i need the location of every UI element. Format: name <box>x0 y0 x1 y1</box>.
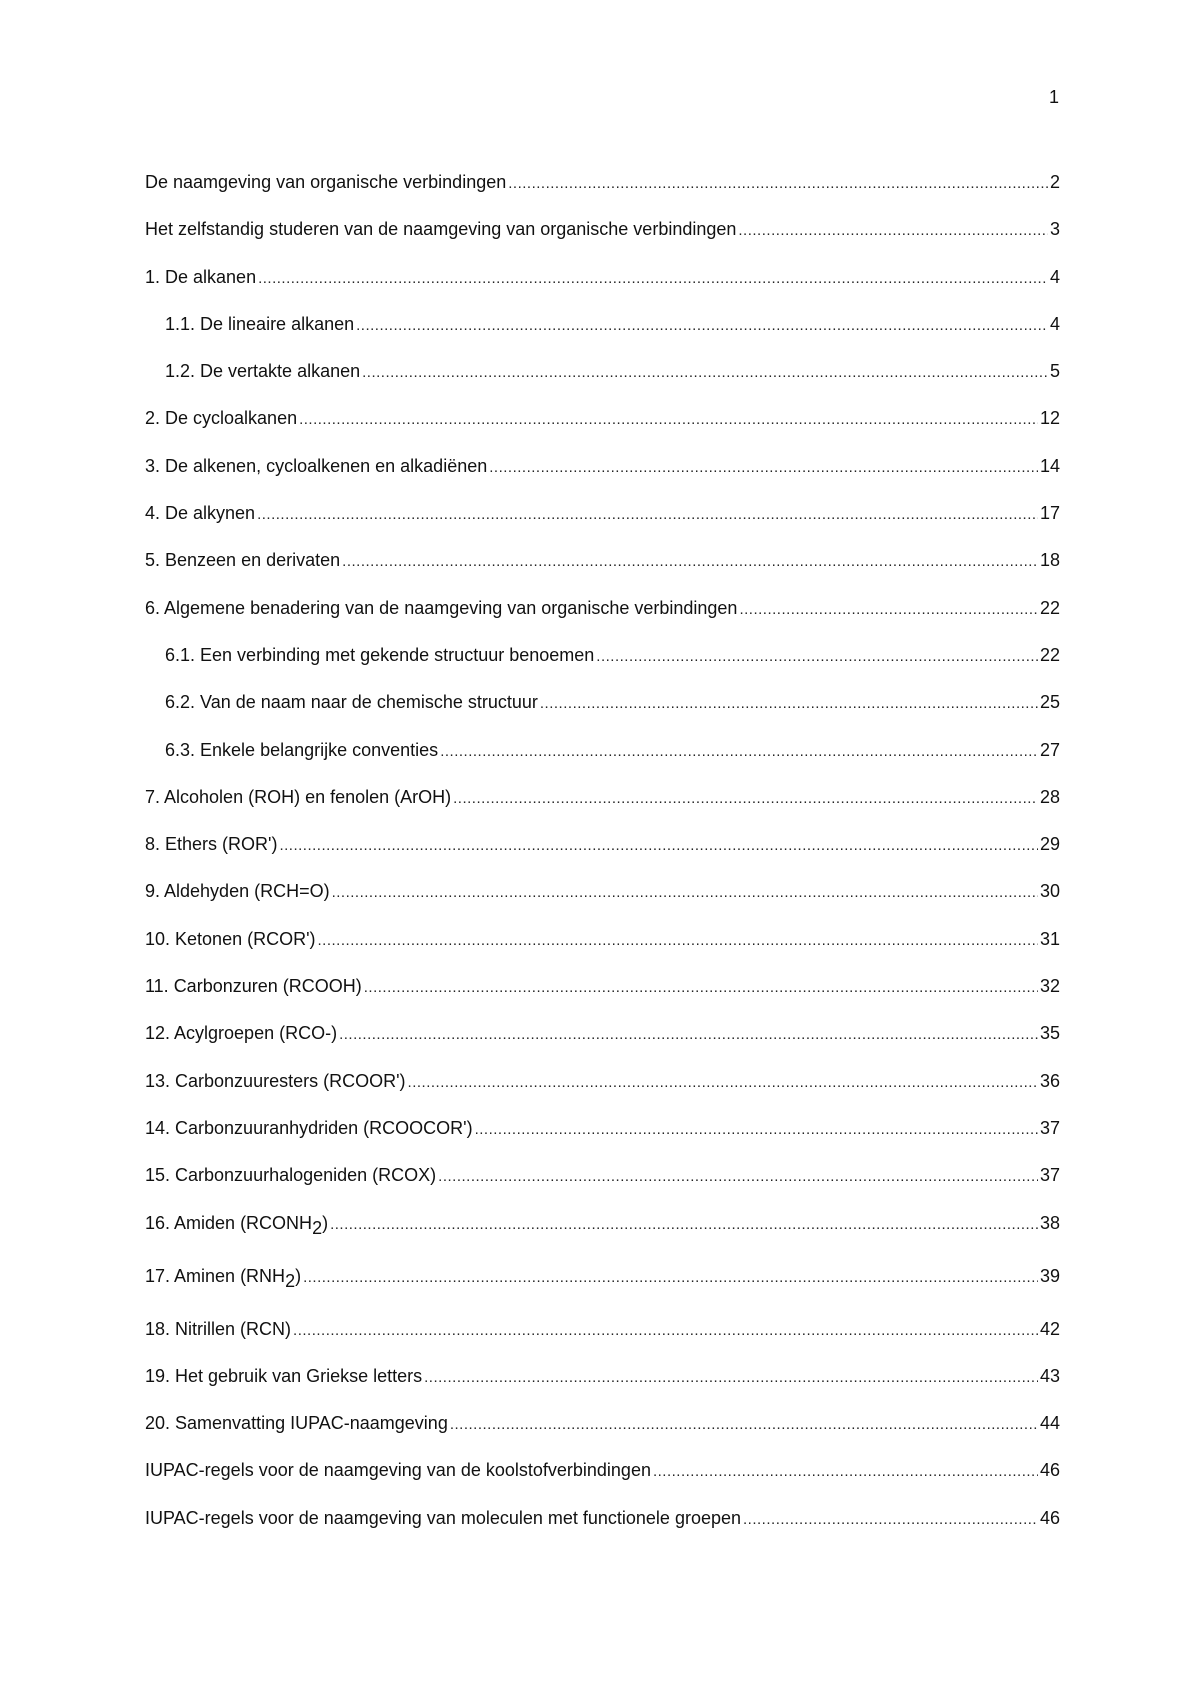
toc-entry-title <box>165 644 594 666</box>
toc-entry[interactable] <box>145 360 1060 407</box>
toc-dot-leader <box>293 1320 1038 1342</box>
toc-dot-leader <box>339 1024 1038 1046</box>
toc-entry-page: 18 <box>1039 550 1060 571</box>
toc-entry-title <box>145 1459 651 1481</box>
toc-entry-title <box>145 1117 473 1139</box>
toc-entry[interactable] <box>145 1507 1060 1554</box>
toc-entry-title-text: 3. De alkenen, cycloalkenen en alkadiënen <box>145 455 488 476</box>
toc-entry-title-text: 14. Carbonzuuranhydriden (RCOOCOR') <box>145 1117 473 1138</box>
toc-entry[interactable] <box>145 1459 1060 1506</box>
toc-entry-title <box>145 1022 337 1044</box>
toc-entry-title-text: Het zelfstandig studeren van de naamgeving van organische verbindingen <box>145 219 737 240</box>
toc-entry-title <box>145 502 255 524</box>
toc-entry-title <box>165 313 354 335</box>
toc-entry-page: 25 <box>1039 692 1060 713</box>
toc-dot-leader <box>257 504 1038 526</box>
toc-entry[interactable] <box>145 1164 1060 1211</box>
toc-entry-page: 37 <box>1039 1117 1060 1138</box>
toc-entry[interactable] <box>145 313 1060 360</box>
toc-entry-page: 46 <box>1039 1507 1060 1528</box>
toc-entry-title-text: 6.1. Een verbinding met gekende structuur benoemen <box>165 644 595 665</box>
toc-entry-page: 17 <box>1039 503 1060 524</box>
toc-entry-title-text: 6.2. Van de naam naar de chemische structuur <box>165 692 538 713</box>
toc-dot-leader <box>450 1414 1038 1436</box>
toc-entry-page: 36 <box>1039 1070 1060 1091</box>
toc-entry-title-text: 7. Alcoholen (ROH) en fenolen (ArOH) <box>145 786 452 807</box>
toc-entry[interactable] <box>145 880 1060 927</box>
toc-entry-page: 4 <box>1049 313 1060 334</box>
toc-entry-title <box>145 407 297 429</box>
toc-dot-leader <box>330 1214 1038 1236</box>
toc-dot-leader <box>440 741 1038 763</box>
toc-entry-title <box>145 880 330 902</box>
toc-entry[interactable] <box>145 644 1060 691</box>
toc-entry[interactable] <box>145 597 1060 644</box>
toc-dot-leader <box>540 693 1038 715</box>
toc-entry-title-text: 1.2. De vertakte alkanen <box>165 361 361 382</box>
toc-entry-title-text: 11. Carbonzuren (RCOOH) <box>145 976 362 997</box>
toc-entry[interactable] <box>145 1212 1060 1265</box>
toc-entry-title <box>145 1212 329 1238</box>
toc-entry-title <box>145 266 256 288</box>
toc-entry-title <box>165 739 438 761</box>
toc-entry-page: 4 <box>1049 266 1060 287</box>
toc-entry-title <box>145 1070 406 1092</box>
toc-entry-page: 22 <box>1039 597 1060 618</box>
toc-dot-leader <box>408 1072 1038 1094</box>
toc-entry-title-tail: ) <box>295 1265 302 1286</box>
toc-entry-title <box>145 1265 302 1291</box>
toc-entry-title-subscript: 2 <box>285 1270 296 1291</box>
toc-entry-page: 29 <box>1039 834 1060 855</box>
toc-entry-title-text: 1. De alkanen <box>145 266 257 287</box>
toc-entry-title <box>145 171 506 193</box>
toc-entry-title <box>145 1507 741 1529</box>
toc-entry-page: 39 <box>1039 1265 1060 1286</box>
toc-entry-title-text: 9. Aldehyden (RCH=O) <box>145 881 330 902</box>
toc-entry-title-text: 4. De alkynen <box>145 503 256 524</box>
toc-entry[interactable] <box>145 549 1060 596</box>
toc-entry-title <box>145 597 737 619</box>
toc-entry[interactable] <box>145 928 1060 975</box>
toc-entry[interactable] <box>145 1365 1060 1412</box>
toc-entry-page: 14 <box>1039 455 1060 476</box>
toc-entry-page: 43 <box>1039 1365 1060 1386</box>
toc-entry[interactable] <box>145 1265 1060 1318</box>
toc-dot-leader <box>453 788 1038 810</box>
toc-dot-leader <box>279 835 1038 857</box>
toc-entry-page: 12 <box>1039 408 1060 429</box>
toc-entry-title <box>145 833 277 855</box>
toc-entry-page: 28 <box>1039 786 1060 807</box>
toc-entry-title-text: 8. Ethers (ROR') <box>145 834 278 855</box>
toc-entry[interactable] <box>145 1318 1060 1365</box>
toc-entry-title <box>145 1412 448 1434</box>
toc-entry-page: 32 <box>1039 976 1060 997</box>
toc-entry-title-text: 2. De cycloalkanen <box>145 408 298 429</box>
toc-dot-leader <box>738 220 1048 242</box>
toc-dot-leader <box>258 268 1048 290</box>
toc-entry-page: 35 <box>1039 1023 1060 1044</box>
toc-entry-page: 5 <box>1049 361 1060 382</box>
toc-entry-page: 37 <box>1039 1165 1060 1186</box>
toc-dot-leader <box>653 1461 1038 1483</box>
toc-entry-title-text: 20. Samenvatting IUPAC-naamgeving <box>145 1413 448 1434</box>
toc-entry[interactable] <box>145 1022 1060 1069</box>
toc-entry-page: 42 <box>1039 1318 1060 1339</box>
toc-dot-leader <box>438 1166 1038 1188</box>
toc-dot-leader <box>489 457 1038 479</box>
toc-dot-leader <box>303 1267 1038 1289</box>
toc-dot-leader <box>364 977 1038 999</box>
toc-entry-title <box>145 455 487 477</box>
toc-entry[interactable] <box>145 1117 1060 1164</box>
toc-entry-page: 22 <box>1039 644 1060 665</box>
toc-entry[interactable] <box>145 786 1060 833</box>
toc-entry-title <box>145 549 340 571</box>
toc-entry[interactable] <box>145 218 1060 265</box>
toc-entry-title-text: 19. Het gebruik van Griekse letters <box>145 1365 423 1386</box>
toc-entry-title <box>145 786 451 808</box>
toc-entry-title <box>145 218 736 240</box>
toc-dot-leader <box>508 173 1048 195</box>
toc-entry-page: 46 <box>1039 1460 1060 1481</box>
toc-entry-title <box>145 1318 291 1340</box>
toc-entry-title-text: 12. Acylgroepen (RCO-) <box>145 1023 338 1044</box>
toc-entry[interactable] <box>145 1070 1060 1117</box>
toc-entry-page: 44 <box>1039 1413 1060 1434</box>
toc-entry-title-text: IUPAC-regels voor de naamgeving van moleculen met functionele groepen <box>145 1507 742 1528</box>
toc-entry[interactable] <box>145 502 1060 549</box>
toc-entry-title-text: 18. Nitrillen (RCN) <box>145 1318 292 1339</box>
toc-entry-page: 30 <box>1039 881 1060 902</box>
toc-entry[interactable] <box>145 455 1060 502</box>
toc-entry-title-text: 17. Aminen (RNH <box>145 1265 286 1286</box>
toc-entry[interactable] <box>145 691 1060 738</box>
toc-dot-leader <box>332 882 1038 904</box>
toc-dot-leader <box>739 599 1038 621</box>
toc-entry-title-text: 1.1. De lineaire alkanen <box>165 313 355 334</box>
toc-entry-title-text: De naamgeving van organische verbindingen <box>145 172 507 192</box>
toc-entry-title-text: 13. Carbonzuuresters (RCOOR') <box>145 1070 406 1091</box>
table-of-contents <box>145 171 1060 1554</box>
toc-entry-title <box>145 928 316 950</box>
toc-dot-leader <box>596 646 1038 668</box>
toc-dot-leader <box>318 930 1038 952</box>
toc-entry-page: 38 <box>1039 1212 1060 1233</box>
toc-entry-title <box>145 975 362 997</box>
toc-entry-title-text: 16. Amiden (RCONH <box>145 1212 313 1233</box>
toc-entry-title <box>165 691 538 713</box>
toc-dot-leader <box>743 1509 1038 1531</box>
toc-entry-page: 27 <box>1039 739 1060 760</box>
toc-entry-title-text: IUPAC-regels voor de naamgeving van de koolstofverbindingen <box>145 1460 651 1481</box>
toc-entry-page: 2 <box>1049 172 1060 192</box>
toc-entry-title-text: 6.3. Enkele belangrijke conventies <box>165 739 439 760</box>
toc-entry-title-subscript: 2 <box>312 1217 323 1238</box>
toc-entry[interactable] <box>145 171 1060 218</box>
toc-dot-leader <box>424 1367 1038 1389</box>
toc-dot-leader <box>475 1119 1038 1141</box>
toc-dot-leader <box>356 315 1048 337</box>
toc-entry-title-text: 6. Algemene benadering van de naamgeving van organische verbindingen <box>145 597 738 618</box>
toc-entry[interactable] <box>145 975 1060 1022</box>
toc-entry-page: 31 <box>1039 928 1060 949</box>
toc-entry-title-text: 5. Benzeen en derivaten <box>145 550 341 571</box>
toc-entry[interactable] <box>145 739 1060 786</box>
toc-entry-title-text: 10. Ketonen (RCOR') <box>145 928 316 949</box>
toc-entry[interactable] <box>145 1412 1060 1459</box>
toc-dot-leader <box>362 362 1048 384</box>
toc-entry-title <box>145 1365 422 1387</box>
toc-entry[interactable] <box>145 833 1060 880</box>
toc-entry[interactable] <box>145 266 1060 313</box>
toc-dot-leader <box>342 551 1038 573</box>
toc-entry[interactable] <box>145 407 1060 454</box>
page-number: 1 <box>1048 87 1059 107</box>
toc-entry-title <box>165 360 360 382</box>
toc-dot-leader <box>299 409 1038 431</box>
toc-entry-title <box>145 1164 436 1186</box>
toc-entry-page: 3 <box>1049 219 1060 240</box>
toc-entry-title-text: 15. Carbonzuurhalogeniden (RCOX) <box>145 1165 437 1186</box>
toc-entry-title-tail: ) <box>322 1212 329 1233</box>
